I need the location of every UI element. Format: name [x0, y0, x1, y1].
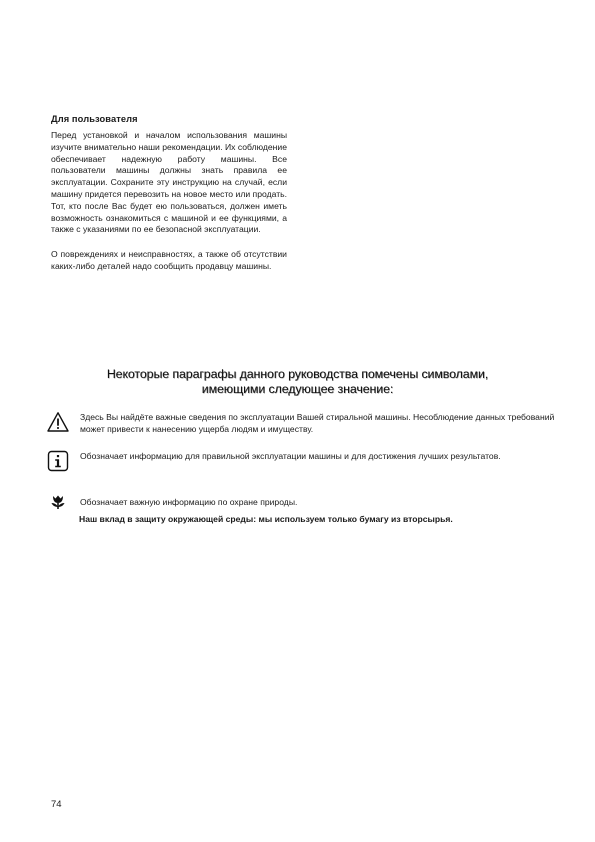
warning-text: Здесь Вы найдёте важные сведения по эксплуатации Вашей стиральной машины. Несоблюдение данных требований может привести к нанесению ущерба людям и имуществу. — [80, 412, 555, 434]
eco-statement: Наш вклад в защиту окружающей среды: мы используем только бумагу из вторсырья. — [79, 514, 453, 524]
page-number: 74 — [51, 799, 62, 810]
damage-paragraph: О повреждениях и неисправностях, а также об отсутствии каких-либо деталей надо сообщить продавцу машины. — [51, 249, 287, 271]
section-heading: Для пользователя — [51, 114, 138, 124]
symbols-heading-line-2: имеющими следующее значение: — [201, 381, 394, 396]
info-icon — [47, 450, 69, 472]
intro-paragraph: Перед установкой и началом использования машины изучите внимательно наши рекомендации. Их соблюдение обеспечивает надежную работу машины. Все пользователи машины должны знать правила ее эксплуатации. Сохраните эту инструкцию на случай, если машину придется перевозить на новое место или продать. Тот, кто после Вас будет ею пользоваться, должен иметь возможность ознакомиться с машиной и ее функциями, а также с указаниями по ее безопасной эксплуатации. — [51, 130, 287, 235]
environment-flower-icon — [50, 494, 66, 510]
symbols-heading-line-1: Некоторые параграфы данного руководства помечены символами, — [106, 367, 489, 381]
user-section — [51, 114, 287, 273]
symbols-heading — [40, 367, 555, 396]
info-text: Обозначает информацию для правильной эксплуатации машины и для достижения лучших результатов. — [80, 451, 501, 461]
environment-text: Обозначает важную информацию по охране природы. — [80, 497, 298, 507]
warning-triangle-icon — [47, 411, 69, 433]
